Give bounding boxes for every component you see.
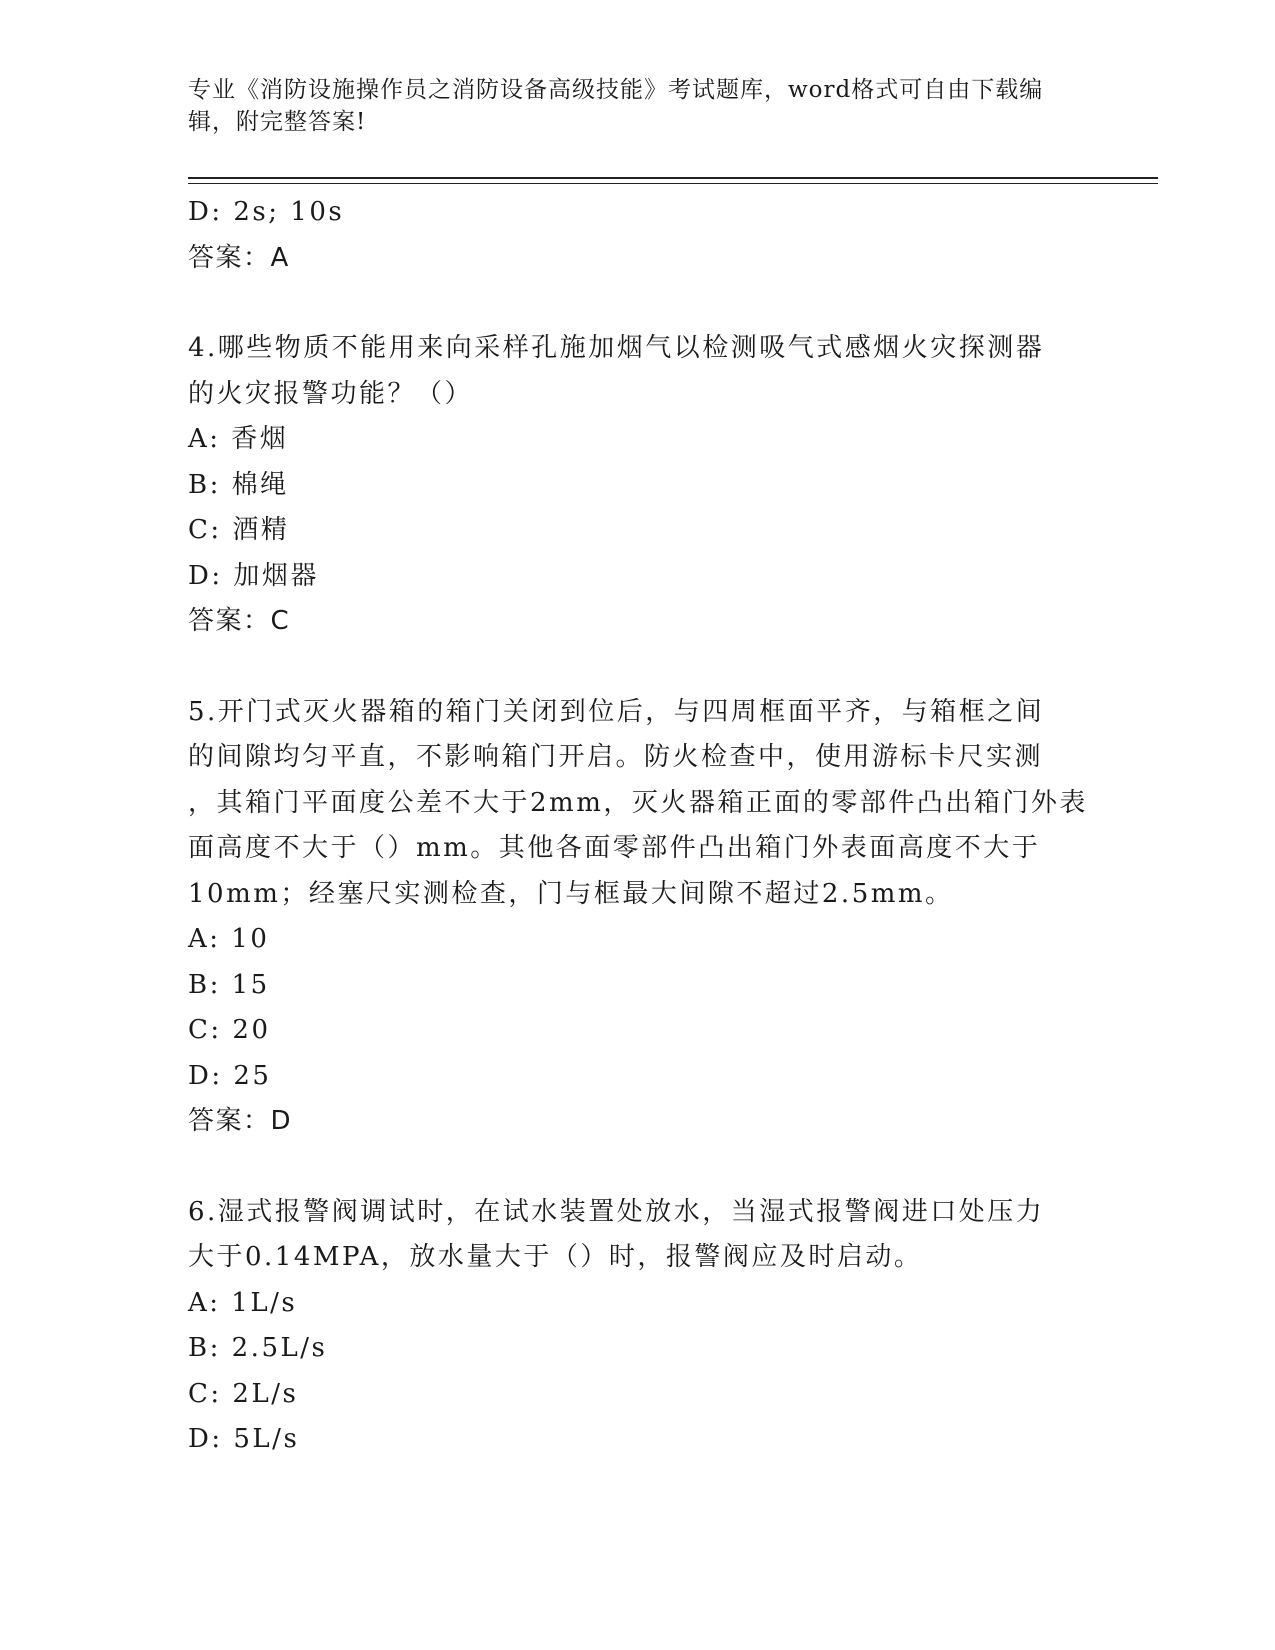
header-divider-thin bbox=[188, 183, 1158, 184]
question-6-option-c: C: 2L/s bbox=[188, 1378, 299, 1409]
question-5-stem-line-5: 10mm；经塞尺实测检查，门与框最大间隙不超过2.5mm。 bbox=[188, 878, 954, 909]
question-3-tail bbox=[188, 190, 1088, 281]
question-5-option-b: B: 15 bbox=[188, 969, 270, 1000]
question-5-option-a: A: 10 bbox=[188, 924, 270, 954]
question-6-option-a: A: 1L/s bbox=[188, 1287, 298, 1318]
question-5-option-c: C: 20 bbox=[188, 1015, 271, 1045]
header-title-line-1: 专业《消防设施操作员之消防设备高级技能》考试题库，word格式可自由下载编 bbox=[188, 77, 1044, 103]
question-6-option-b: B: 2.5L/s bbox=[188, 1333, 328, 1363]
question-5-stem-line-1: 5.开门式灭火器箱的箱门关闭到位后，与四周框面平齐，与箱框之间 bbox=[188, 696, 1045, 727]
question-6-stem-line-1: 6.湿式报警阀调试时，在试水装置处放水，当湿式报警阀进口处压力 bbox=[188, 1196, 1045, 1227]
question-4-option-c: C: 酒精 bbox=[188, 515, 290, 545]
question-6 bbox=[188, 1190, 1088, 1463]
question-5-stem-line-3: ，其箱门平面度公差不大于2mm，灭火器箱正面的零部件凸出箱门外表 bbox=[188, 787, 1088, 818]
question-4 bbox=[188, 326, 1088, 645]
spacer bbox=[188, 281, 1088, 326]
question-4-answer: 答案：C bbox=[188, 606, 291, 636]
question-3-option-d: D: 2s; 10s bbox=[188, 197, 345, 227]
header-title-line-2: 辑，附完整答案! bbox=[188, 109, 367, 135]
question-5-answer: 答案：D bbox=[188, 1106, 293, 1136]
question-5-option-d: D: 25 bbox=[188, 1060, 272, 1091]
question-3-answer: 答案：A bbox=[188, 242, 290, 273]
page-header bbox=[188, 74, 1088, 138]
question-4-stem-line-1: 4.哪些物质不能用来向采样孔施加烟气以检测吸气式感烟火灾探测器 bbox=[188, 333, 1045, 363]
question-4-option-b: B: 棉绳 bbox=[188, 469, 289, 500]
spacer bbox=[188, 1145, 1088, 1190]
question-6-stem-line-2: 大于0.14MPA，放水量大于（）时，报警阀应及时启动。 bbox=[188, 1242, 923, 1272]
question-4-option-a: A: 香烟 bbox=[188, 424, 289, 454]
question-4-option-d: D: 加烟器 bbox=[188, 560, 319, 591]
question-4-stem-line-2: 的火灾报警功能？（） bbox=[188, 378, 474, 409]
question-5-stem-line-4: 面高度不大于（）mm。其他各面零部件凸出箱门外表面高度不大于 bbox=[188, 833, 1041, 863]
spacer bbox=[188, 645, 1088, 690]
header-divider-thick bbox=[188, 177, 1158, 179]
document-body bbox=[188, 190, 1088, 1463]
question-6-option-d: D: 5L/s bbox=[188, 1424, 300, 1454]
question-5 bbox=[188, 690, 1088, 1145]
question-5-stem-line-2: 的间隙均匀平直，不影响箱门开启。防火检查中，使用游标卡尺实测 bbox=[188, 742, 1044, 772]
